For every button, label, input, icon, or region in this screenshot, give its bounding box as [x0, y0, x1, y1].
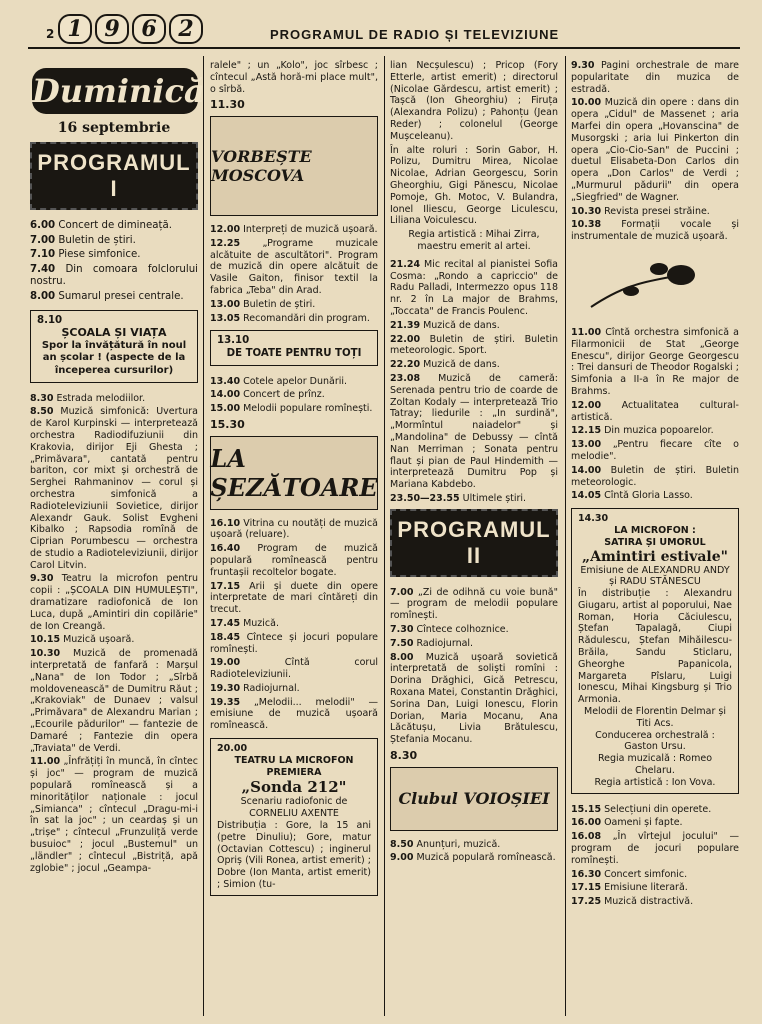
item-time: 21.24: [390, 258, 421, 270]
box-title: „Sonda 212": [241, 778, 347, 797]
schedule-item: 22.00 Buletin de știri. Buletin meteorologic. Sport.: [390, 333, 558, 357]
box-line: Regia artistică : Ion Vova.: [594, 776, 716, 788]
page-number: 2: [46, 27, 55, 41]
item-time: 8.50: [30, 406, 54, 418]
schedule-item: 19.00 Cîntă corul Radioteleviziunii.: [210, 657, 378, 681]
schedule-item: 13.00 Buletin de știri.: [210, 298, 316, 310]
schedule-item: 8.50 Muzică simfonică: Uvertura de Karol Kurpinski — interpretează orchestra Radiodifuziunii din Krakovia, dirijor Eji Ghesta ; „Primăvara", cantată pentru bariton, cor mixt și orchestră de Serghei Rahmaninov — corul și orchestra simfonică a Radioteleviziunii Sovietice, dirijor Alexandr Gauk. Solist Evgheni Kibalko ; Rapsodia romînă de Ciprian Porumbescu — orchestra de studio a Radioteleviziunii, dirijor Carol Litvin.: [30, 406, 198, 571]
year-digit: 1: [58, 14, 92, 44]
item-time: 13.05: [210, 312, 241, 324]
column-4: [571, 60, 739, 910]
schedule-item: 13.40 Cotele apelor Dunării.: [210, 375, 348, 387]
item-time: 8.30: [30, 392, 54, 404]
item-time: 12.00: [571, 399, 602, 411]
schedule-item: 17.25 Muzică distractivă.: [571, 896, 694, 908]
schedule-item: 7.40 Din comoara folclorului nostru.: [30, 263, 198, 288]
feature-box: [30, 310, 198, 383]
column-divider: [565, 56, 566, 1016]
item-time: 16.30: [571, 868, 602, 880]
schedule-item: 13.00 „Pentru fiecare cîte o melodie".: [571, 439, 739, 462]
item-time: 16.00: [571, 817, 602, 829]
flower-illustration: [571, 247, 739, 319]
item-time: 12.00: [210, 223, 241, 235]
item-time: 22.20: [390, 359, 421, 371]
item-time: 16.08: [571, 831, 602, 843]
item-time: 18.45: [210, 631, 241, 643]
year-badge: [58, 14, 203, 44]
direction-text: Regia artistică : Mihai Zirra, maestru emerit al artei.: [408, 229, 540, 252]
schedule-item: 19.35 „Melodii... melodii" — emisiune de muzică ușoară romînească.: [210, 696, 378, 732]
item-time: 7.30: [390, 624, 414, 636]
box-cast: Distribuția : Gore, la 15 ani (petre Dinuliu); Gore, matur (Octavian Cottescu) ; inginerul Opriș (Vili Ronea, artist emerit) ; Dobre (Ion Manta, artist emerit) ; Simion (tu-: [217, 820, 371, 891]
box-line: Melodii de Florentin Delmar și Titi Acs.: [584, 706, 726, 729]
item-time: 14.00: [571, 464, 602, 476]
schedule-item: 16.30 Concert simfonic.: [571, 868, 688, 880]
schedule-item: 15.00 Melodii populare romînești.: [210, 403, 373, 415]
column-3: [390, 60, 558, 866]
schedule-item: 23.08 Muzică de cameră: Serenada pentru trio de coarde de Zoltan Kodaly — interpretează Trio Tatray; liedurile : „In surdină", „Mormîntul naiadelor" și „Mandolina" de Debussy — cîntă Nan Merriman ; Sonata pentru flaut și pian de Paul Hindemith — interpretează Dumitru Pop și Mariana Kabdebo.: [390, 372, 558, 491]
schedule-item: 9.30 Pagini orchestrale de mare popularitate din muzica de estradă.: [571, 60, 739, 95]
item-time: 13.00: [210, 298, 241, 310]
item-time: 19.00: [210, 657, 241, 669]
schedule-item: 8.50 Anunțuri, muzică.: [390, 838, 501, 850]
box-line: SATIRA ȘI UMORUL: [604, 536, 706, 548]
item-time: 12.15: [571, 425, 602, 437]
schedule-item: 10.30 Muzică de promenadă interpretată de fanfară : Marșul „Nana" de Ion Todor ; „Sîrbă moldovenească" de Dumitru Răut ; „Krakoviak" de Dunaev ; valsul „Primăvara" de Alexandru Marian ; „Ecourile pădurilor" — fantezie de Damaré ; Fantezie din opera „Traviata" de Verdi.: [30, 648, 198, 754]
schedule-item: 15.15 Selecțiuni din operete.: [571, 803, 712, 815]
box-time: 20.00: [217, 743, 248, 755]
schedule-list: [210, 518, 378, 733]
item-time: 23.50—23.55: [390, 492, 460, 504]
box-line: LA MICROFON :: [614, 524, 696, 536]
item-time: 15.00: [210, 403, 241, 415]
schedule-list: [210, 376, 378, 415]
item-time: 16.10: [210, 517, 241, 529]
item-time: 17.45: [210, 617, 241, 629]
item-time: 10.30: [30, 648, 61, 660]
schedule-item: 10.30 Revista presei străine.: [571, 205, 710, 217]
item-time: 8.00: [30, 290, 56, 302]
box-title: „Amintiri estivale": [582, 548, 728, 565]
slot-time: 11.30: [210, 98, 245, 112]
item-time: 11.00: [30, 756, 61, 768]
box-text: Spor la învățătură în noul an școlar ! (aspecte de la începerea cursurilor): [41, 339, 187, 376]
item-time: 13.40: [210, 375, 241, 387]
schedule-item: 9.00 Muzică populară romînească.: [390, 852, 556, 864]
year-digit: 9: [95, 14, 129, 44]
schedule-item: 16.10 Vitrina cu noutăți de muzică ușoară (reluare).: [210, 517, 378, 541]
item-time: 14.05: [571, 490, 602, 502]
moscow-illustration: VORBEȘTE MOSCOVA: [210, 116, 378, 216]
schedule-item: 16.08 „În vîrtejul jocului" — program de jocuri populare romînești.: [571, 831, 739, 866]
date-heading: 16 septembrie: [57, 120, 171, 136]
schedule-item: 7.10 Piese simfonice.: [30, 249, 141, 261]
schedule-list: [571, 804, 739, 908]
schedule-item: 7.00 Buletin de știri.: [30, 234, 136, 246]
box-title: DE TOATE PENTRU TOȚI: [226, 347, 362, 359]
schedule-item: 22.20 Muzică de dans.: [390, 359, 500, 371]
schedule-item: 10.15 Muzică ușoară.: [30, 634, 135, 646]
box-line: PREMIERA: [266, 766, 322, 778]
sezatoare-illustration: LA ȘEZĂTOARE: [210, 436, 378, 510]
schedule-item: 12.00 Interpreți de muzică ușoară.: [210, 223, 378, 235]
theater-box: [210, 738, 378, 896]
item-time: 17.15: [571, 882, 602, 894]
schedule-list: [210, 224, 378, 324]
item-time: 10.30: [571, 205, 602, 217]
item-time: 17.25: [571, 896, 602, 908]
schedule-item: 7.00 „Zi de odihnă cu voie bună" — program de melodii populare romînești.: [390, 586, 558, 622]
item-time: 7.00: [390, 586, 414, 598]
item-time: 8.50: [390, 838, 414, 850]
program-2-banner: PROGRAMUL II: [390, 509, 558, 577]
schedule-list: [390, 839, 558, 865]
schedule-list: [571, 327, 739, 502]
slot-time: 15.30: [210, 417, 245, 431]
box-time: 14.30: [578, 513, 609, 525]
box-time: 13.10: [217, 335, 250, 347]
schedule-list: [30, 220, 198, 304]
schedule-list: [30, 393, 198, 875]
feature-box: [210, 330, 378, 365]
schedule-item: 11.00 Cîntă orchestra simfonică a Filarmonicii de Stat „George Enescu", dirijor George Georgescu : Trei dansuri de Theodor Rogalski ; Simfonia a II-a în Re major de Brahms.: [571, 326, 739, 397]
item-time: 7.10: [30, 249, 56, 261]
item-time: 12.25: [210, 237, 241, 249]
column-divider: [203, 56, 204, 1016]
continued-text: ralele" ; un „Kolo", joc sîrbesc ; cîntecul „Astă horă-mi place mult", o sîrbă.: [210, 60, 378, 95]
box-time: 8.10: [37, 314, 63, 326]
schedule-item: 14.00 Concert de prînz.: [210, 389, 325, 401]
schedule-item: 8.00 Sumarul presei centrale.: [30, 290, 184, 302]
slot-time: 8.30: [390, 749, 418, 763]
item-time: 21.39: [390, 319, 421, 331]
schedule-item: 16.00 Oameni și fapte.: [571, 817, 683, 829]
schedule-item: 21.39 Muzică de dans.: [390, 319, 500, 331]
schedule-item: 23.50—23.55 Ultimele știri.: [390, 492, 527, 504]
box-line: Conducerea orchestrală : Gaston Ursu.: [595, 729, 715, 753]
item-time: 22.00: [390, 333, 421, 345]
schedule-list: [571, 60, 739, 243]
day-heading: Duminică: [32, 68, 198, 114]
schedule-item: 17.15 Arii și duete din opere interpretate de mari cîntăreți din trecut.: [210, 580, 378, 616]
schedule-item: 21.24 Mic recital al pianistei Sofia Cosma: „Rondo a capriccio" de Radu Palladi, Intermezzo opus 118 nr. 2 în La major de Brahms, „Toccata" de Francis Poulenc.: [390, 258, 558, 317]
roles-text: În alte roluri : Sorin Gabor, H. Polizu, Dumitru Mirea, Nicolae Nicolae, Adrian Georgescu, Sorin Gheorghiu, Gigi Pănescu, Nicolae Pomoje, Gh. Motoc, V. Bulandra, Ionel Iliescu, George Liculescu, Liliana Voiculescu.: [390, 144, 558, 227]
year-digit: 6: [132, 14, 166, 44]
item-time: 17.15: [210, 580, 241, 592]
item-time: 10.15: [30, 634, 61, 646]
schedule-list: [390, 259, 558, 505]
box-line: TEATRU LA MICROFON: [234, 754, 354, 766]
schedule-item: 12.25 „Programe muzicale alcătuite de ascultători". Program de muzică din opere alcătuit de Vasile Gaiton, finisor textil la fabrica „Teba" din Arad.: [210, 237, 378, 296]
item-time: 7.40: [30, 263, 56, 275]
schedule-item: 10.38 Formații vocale și instrumentale de muzică ușoară.: [571, 219, 739, 243]
schedule-item: 18.45 Cîntece și jocuri populare romînești.: [210, 631, 378, 655]
page-title: PROGRAMUL DE RADIO ȘI TELEVIZIUNE: [270, 27, 560, 42]
header-divider: [28, 47, 740, 49]
schedule-item: 8.30 Estrada melodiilor.: [30, 392, 146, 404]
continued-text: lian Necșulescu) ; Pricop (Fory Etterle, artist emerit) ; directorul (Nicolae Gărdescu, artist emerit) ; Tașcă (Ion Gheorghiu) ; Firuța (Alexandra Polizu) ; Pahonțu (Jean Reder) ; colonelul (George Mușceleanu).: [390, 60, 558, 142]
item-time: 10.38: [571, 219, 602, 231]
item-time: 19.30: [210, 682, 241, 694]
box-line: Regia muzicală : Romeo Chelaru.: [597, 753, 713, 777]
flower-icon: [571, 247, 739, 319]
schedule-item: 7.30 Cîntece colhoznice.: [390, 624, 509, 636]
item-time: 6.00: [30, 220, 56, 231]
item-time: 23.08: [390, 372, 421, 384]
schedule-item: 17.45 Muzică.: [210, 617, 279, 629]
year-digit: 2: [169, 14, 203, 44]
column-1: [30, 60, 205, 876]
schedule-item: 8.00 Muzică ușoară sovietică interpretată de soliști romîni : Dorina Drăghici, Gică Petrescu, Roxana Matei, Constantin Drăghici, Sorina Dan, Luigi Ionescu, Florin Dorian, Maria Mocanu, Ana Lăcătușu, Livia Brătulescu, Ștefania Mocanu.: [390, 651, 558, 746]
box-cast: În distribuție : Alexandru Giugaru, artist al poporului, Nae Roman, Horia Căciulescu, Ștefan Tapalagă, Ciupi Rădulescu, Ștefan Mihăilescu-Brăila, Sandu Sticlaru, Gheorghe Papanicola, Margareta Pîslaru, Luigi Ionescu, Mihai Kingsburg și Trio Armonia.: [578, 588, 732, 706]
schedule-item: 9.30 Teatru la microfon pentru copii : „ȘCOALA DIN HUMULEȘTI", dramatizare radiofonică de Ion Luca, după „Amintiri din copilărie" de Ion Creangă.: [30, 573, 198, 632]
item-time: 7.50: [390, 637, 414, 649]
item-time: 13.00: [571, 439, 602, 451]
column-2: [210, 60, 378, 906]
item-time: 9.30: [30, 573, 54, 585]
schedule-list: [390, 587, 558, 746]
item-time: 15.15: [571, 803, 602, 815]
schedule-item: 14.05 Cîntă Gloria Lasso.: [571, 490, 693, 502]
box-line: Scenariu radiofonic de CORNELIU AXENTE: [240, 796, 348, 820]
schedule-item: 10.00 Muzică din opere : dans din opera „Cidul" de Massenet ; aria Marfei din opera „Hovanscina" de Musorgski ; aria lui Pinkerton din opera „Cio-Cio-San" de Puccini ; duetul Elisabeta-Don Carlos din opera „Don Carlos" de Verdi ; „Murmurul pădurii" din opera „Siegfried" de Wagner.: [571, 97, 739, 203]
box-line: Emisiune de ALEXANDRU ANDY și RADU STĂNESCU: [580, 564, 730, 588]
column-divider: [384, 56, 385, 1016]
item-time: 16.40: [210, 543, 241, 555]
schedule-item: 19.30 Radiojurnal.: [210, 682, 300, 694]
box-title: ȘCOALA ȘI VIAȚA: [61, 326, 167, 340]
schedule-item: 16.40 Program de muzică populară romînească pentru fruntașii recoltelor bogate.: [210, 543, 378, 578]
item-time: 9.00: [390, 852, 414, 864]
schedule-item: 17.15 Emisiune literară.: [571, 882, 688, 894]
item-time: 11.00: [571, 326, 602, 338]
club-illustration: Clubul VOIOȘIEI: [390, 767, 558, 831]
schedule-item: 7.50 Radiojurnal.: [390, 637, 474, 649]
item-time: 19.35: [210, 696, 241, 708]
schedule-item: 6.00 Concert de dimineață.: [30, 220, 172, 231]
satire-box: [571, 508, 739, 794]
item-time: 14.00: [210, 389, 241, 401]
item-time: 10.00: [571, 97, 602, 109]
page-header: [34, 14, 734, 46]
program-1-banner: PROGRAMUL I: [30, 142, 198, 210]
schedule-item: 12.15 Din muzica popoarelor.: [571, 425, 714, 437]
item-time: 7.00: [30, 234, 56, 246]
schedule-item: 12.00 Actualitatea cultural-artistică.: [571, 399, 739, 423]
schedule-item: 11.00 „Înfrățiți în muncă, în cîntec și joc" — program de muzică populară romînească și a minorităților naționale : jocul „Simianca" ; cîntecul „Dragu-mi-i în sat la joc" ; un ceardaș și un „trișe" ; cîntecul „Frunzuliță verde busuioc" ; jocul „Bustemul" un „ländler" ; cîntecul „Bistriță, apă zglobie" ; jocul „Geampa-: [30, 756, 198, 874]
schedule-item: 14.00 Buletin de știri. Buletin meteorologic.: [571, 464, 739, 488]
item-time: 9.30: [571, 60, 595, 71]
item-time: 8.00: [390, 651, 414, 663]
schedule-item: 13.05 Recomandări din program.: [210, 312, 370, 324]
